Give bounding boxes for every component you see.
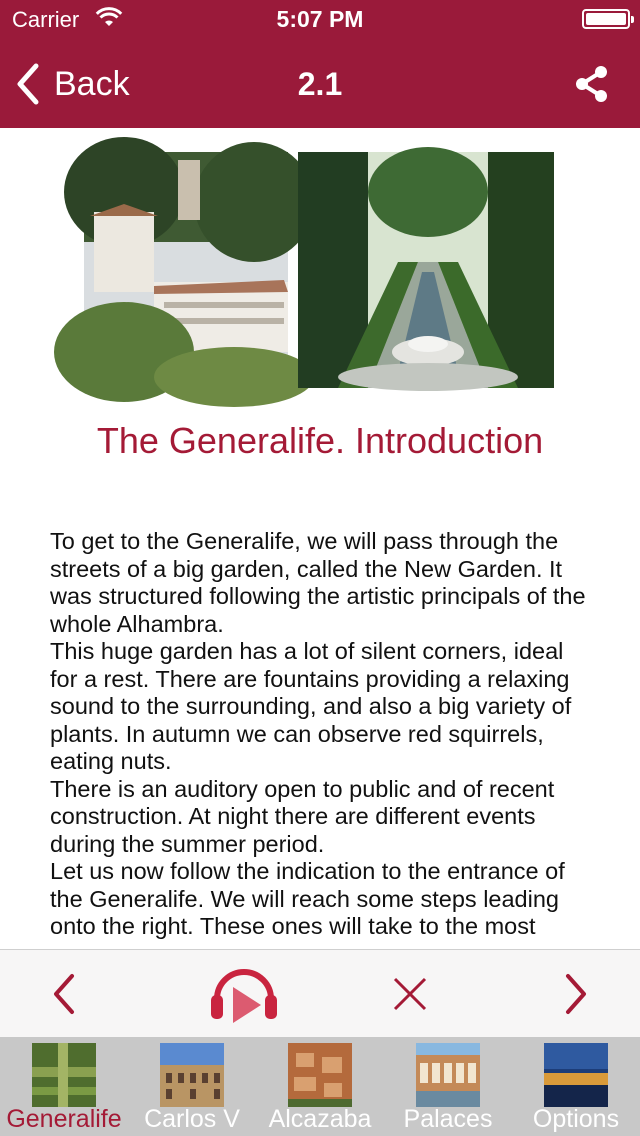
play-audio-button[interactable] <box>204 950 284 1038</box>
palaces-thumbnail <box>416 1043 480 1107</box>
tab-alcazaba[interactable] <box>256 1037 384 1136</box>
tab-label: Alcazaba <box>268 1105 372 1133</box>
tab-palaces[interactable] <box>384 1037 512 1136</box>
headphones-play-icon <box>209 961 279 1027</box>
audio-player-bar <box>0 949 640 1038</box>
status-bar <box>0 0 640 40</box>
chevron-right-icon <box>562 972 590 1016</box>
tab-label: Options <box>532 1105 620 1133</box>
next-button[interactable] <box>548 950 604 1038</box>
paragraph: This huge garden has a lot of silent corners, ideal for a rest. There are fountains providing a relaxing sound to the surrounding, and also a big variety of plants. In autumn we can observe red squirrels, eating nuts. <box>50 638 572 774</box>
page-title: 2.1 <box>297 66 343 102</box>
tab-generalife[interactable] <box>0 1037 128 1136</box>
section-title: The Generalife. Introduction <box>96 420 544 461</box>
tab-options[interactable] <box>512 1037 640 1136</box>
navigation-header <box>0 0 640 128</box>
paragraph: There is an auditory open to public and of recent construction. At night there are different events during the summer period. <box>50 775 555 857</box>
tab-carlos-v[interactable] <box>128 1037 256 1136</box>
generalife-garden-photo <box>298 152 554 388</box>
generalife-thumbnail <box>32 1043 96 1107</box>
close-icon <box>392 976 428 1012</box>
chevron-left-icon <box>50 972 78 1016</box>
generalife-palace-photo <box>84 152 288 388</box>
tab-label: Palaces <box>403 1105 493 1133</box>
clock: 5:07 PM <box>276 6 364 32</box>
battery-icon <box>582 9 630 29</box>
tab-label: Carlos V <box>144 1105 240 1133</box>
carrier-label: Carrier <box>12 7 80 32</box>
share-button[interactable] <box>572 64 612 104</box>
back-label: Back <box>54 64 130 103</box>
share-icon <box>572 64 612 104</box>
close-player-button[interactable] <box>382 950 438 1038</box>
article-body <box>50 528 595 939</box>
carlos-v-thumbnail <box>160 1043 224 1107</box>
previous-button[interactable] <box>36 950 92 1038</box>
paragraph: Let us now follow the indication to the entrance of the Generalife. We will reach some steps leading onto the right. These ones will take to the most <box>50 858 565 939</box>
options-thumbnail <box>544 1043 608 1107</box>
tab-label: Generalife <box>6 1105 122 1133</box>
paragraph: To get to the Generalife, we will pass through the streets of a big garden, called the New Garden. It was structured following the artistic principals of the whole Alhambra. <box>50 528 586 637</box>
alcazaba-thumbnail <box>288 1043 352 1107</box>
tab-bar <box>0 1037 640 1136</box>
